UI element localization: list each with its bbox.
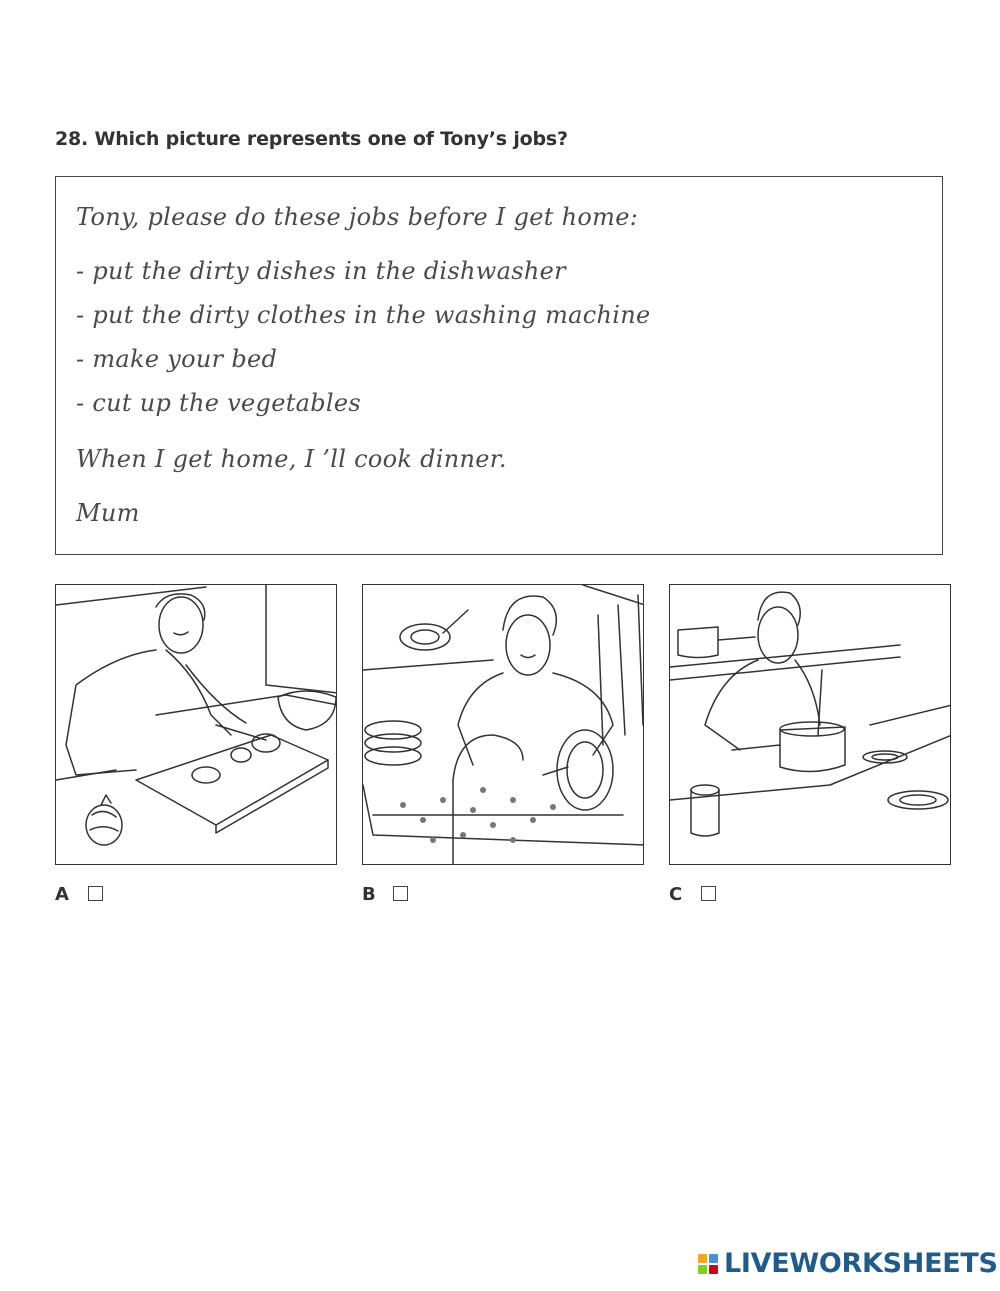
picture-c-cooking-at-stove (669, 584, 951, 865)
logo-square-1 (698, 1254, 707, 1263)
option-b-checkbox[interactable] (393, 886, 408, 901)
picture-a-cutting-vegetables (55, 584, 337, 865)
logo-square-4 (709, 1265, 718, 1274)
option-b-label: B (362, 884, 376, 905)
note-closing: When I get home, I ’ll cook dinner. (76, 445, 507, 473)
option-a-label: A (55, 884, 69, 905)
note-job-4: - cut up the vegetables (76, 389, 362, 417)
cutting-vegetables-illustration (56, 585, 337, 865)
picture-b-washing-dishes (362, 584, 644, 865)
handwritten-note (55, 176, 943, 555)
option-c-checkbox[interactable] (701, 886, 716, 901)
note-job-1: - put the dirty dishes in the dishwasher (76, 257, 566, 285)
logo-square-3 (698, 1265, 707, 1274)
note-job-2: - put the dirty clothes in the washing machine (76, 301, 651, 329)
logo-square-2 (709, 1254, 718, 1263)
washing-dishes-illustration (363, 585, 644, 865)
note-job-3: - make your bed (76, 345, 278, 373)
cooking-at-stove-illustration (670, 585, 951, 865)
liveworksheets-logo-icon (698, 1254, 718, 1274)
note-signature: Mum (76, 499, 140, 527)
option-c-label: C (669, 884, 683, 905)
liveworksheets-brand[interactable] (698, 1248, 998, 1279)
brand-name: LIVEWORKSHEETS (724, 1248, 998, 1279)
option-a-checkbox[interactable] (88, 886, 103, 901)
note-greeting: Tony, please do these jobs before I get home: (76, 203, 639, 231)
question-title: 28. Which picture represents one of Tony’s jobs? (55, 128, 568, 150)
